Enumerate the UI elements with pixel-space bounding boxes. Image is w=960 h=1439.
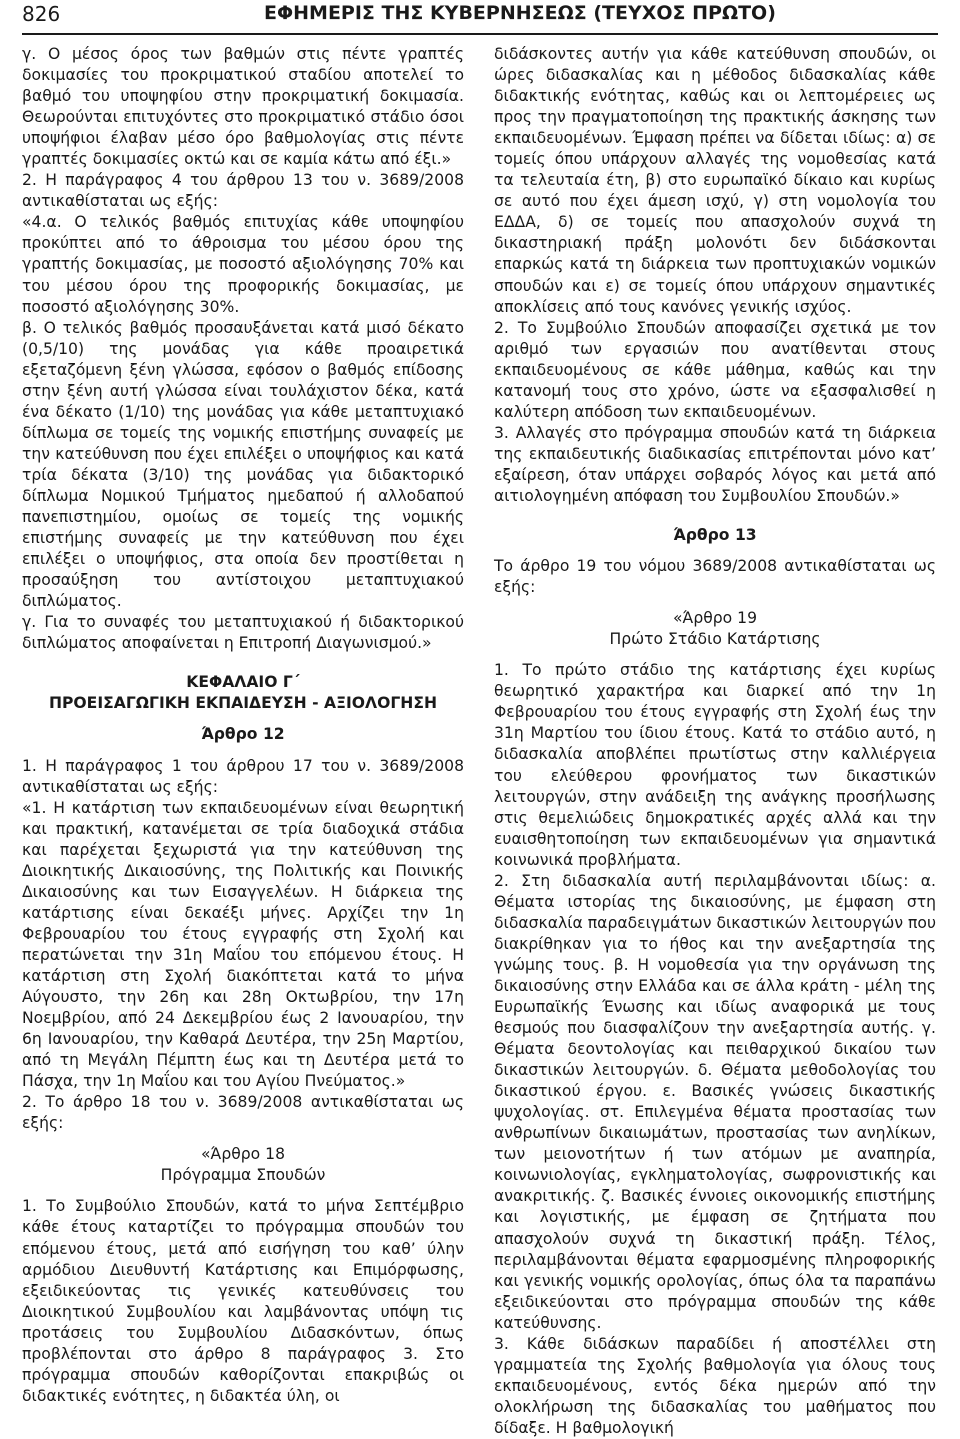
quoted-article-subtitle: Πρώτο Στάδιο Κατάρτισης — [609, 630, 821, 649]
paragraph: 1. Το Συμβούλιο Σπουδών, κατά το μήνα Σεπτέμβριο κάθε έτους καταρτίζει το πρόγραμμα σπουδών του επόμενου έτους, μετά από εισήγηση του καθ’ ύλην αρμόδιου Διευθυντή Κατάρτισης και Επιμόρφωσης, εξειδικεύοντας τις γενικές κατευθύνσεις του Διοικητικού Συμβουλίου και λαμβάνοντας υπόψη τις προτάσεις του Συμβουλίου Διδασκόντων, όπως προβλέπονται στο άρθρο 8 παράγραφος 3. Στο πρόγραμμα σπουδών καθορίζονται επακριβώς οι διδακτικές ενότητες, η διδακτέα ύλη, οι — [22, 1197, 464, 1405]
paragraph: 3. Κάθε διδάσκων παραδίδει ή αποστέλλει στη γραμματεία της Σχολής βαθμολογία για όλους τους εκπαιδευομένους, εντός δέκα ημερών από την ολοκλήρωση της διδασκαλίας του μαθήματος που δίδαξε. Η βαθμολογική — [494, 1334, 936, 1437]
paragraph: β. Ο τελικός βαθμός προσαυξάνεται κατά μισό δέκατο (0,5/10) της μονάδας για κάθε προαιρετικά εξεταζόμενη ξένη γλώσσα, εφόσον ο βαθμός επίδοσης στην ξένη αυτή γλώσσα είναι τουλάχιστον δέκα, κατά ένα δέκατο (1/10) της μονάδας για κάθε μεταπτυχιακό δίπλωμα σε τομείς της νομικής επιστήμης συναφείς με την κατεύθυνση που έχει επιλέξει ο υποψήφιος και κατά τρία δέκατα (3/10) της μονάδας για διδακτορικό δίπλωμα Νομικού Τμήματος ημεδαπού ή αλλοδαπού πανεπιστημίου, ομοίως σε τομείς της νομικής επιστήμης συναφείς με την κατεύθυνση που έχει επιλέξει ο υποψήφιος, στα οποία δεν προστίθεται η προσαύξηση του αντίστοιχου μεταπτυχιακού διπλώματος. — [22, 318, 464, 611]
paragraph: γ. Ο μέσος όρος των βαθμών στις πέντε γραπτές δοκιμασίες του προκριματικού σταδίου αποτελεί το βαθμό του υποψηφίου στην προκριματική δοκιμασία. Θεωρούνται επιτυχόντες στο προκριματικό στάδιο όσοι υποψήφιοι έλαβαν μέσο όρο βαθμολογίας στις πέντε γραπτές δοκιμασίες οκτώ και σε καμία κάτω από έξι.» — [22, 45, 464, 169]
paragraph: 2. Το Συμβούλιο Σπουδών αποφασίζει σχετικά με τον αριθμό των εργασιών που ανατίθενται στους εκπαιδευομένους σε κάθε μάθημα, καθώς και την κατανομή τους στο χρόνο, ώστε να εξασφαλισθεί η καλύτερη απόδοση των εκπαιδευομένων. — [494, 318, 936, 421]
journal-title: ΕΦΗΜΕΡΙΣ ΤΗΣ ΚΥΒΕΡΝΗΣΕΩΣ (ΤΕΥΧΟΣ ΠΡΩΤΟ) — [264, 2, 776, 24]
paragraph: γ. Για το συναφές του μεταπτυχιακού ή διδακτορικού διπλώματος αποφαίνεται η Επιτροπή Διαγωνισμού.» — [22, 613, 464, 653]
paragraph: «4.α. Ο τελικός βαθμός επιτυχίας κάθε υποψηφίου προκύπτει από το άθροισμα του μέσου όρου της γραπτής δοκιμασίας, με ποσοστό αξιολόγησης 70% και του μέσου όρου της προφορικής δοκιμασίας, με ποσοστό αξιολόγησης 30%. — [22, 213, 464, 316]
quoted-article-heading: «Άρθρο 19 — [672, 609, 757, 628]
paragraph: Το άρθρο 19 του νόμου 3689/2008 αντικαθίσταται ως εξής: — [494, 557, 936, 597]
paragraph: «1. Η κατάρτιση των εκπαιδευομένων είναι θεωρητική και πρακτική, κατανέμεται σε τρία διαδοχικά στάδια και παρέχεται ξεχωριστά για την κατεύθυνση της Διοικητικής Δικαιοσύνης, της Πολιτικής και Ποινικής Δικαιοσύνης και των Εισαγγελέων. Η διάρκεια της κατάρτισης είναι δεκαέξι μήνες. Αρχίζει την 1η Φεβρουαρίου του έτους εγγραφής στη Σχολή και περατώνεται την 31η Μαΐου του επόμενου έτους. Η κατάρτιση στη Σχολή διακόπτεται κατά το μήνα Αύγουστο, την 26η και 28η Οκτωβρίου, την 17η Νοεμβρίου, από 24 Δεκεμβρίου έως 2 Ιανουαρίου, την 6η Ιανουαρίου, την Καθαρά Δευτέρα, την 25η Μαρτίου, από τη Μεγάλη Πέμπτη έως και τη Δευτέρα μετά το Πάσχα, την 1η Μαΐου και του Αγίου Πνεύματος.» — [22, 798, 464, 1091]
left-column — [22, 44, 464, 1407]
page-number: 826 — [22, 2, 61, 26]
page-header — [22, 2, 938, 26]
article-heading: Άρθρο 13 — [673, 526, 757, 545]
paragraph: 3. Αλλαγές στο πρόγραμμα σπουδών κατά τη διάρκεια της εκπαιδευτικής διαδικασίας επιτρέπονται μόνο κατ’ εξαίρεση, όταν υπάρχει σοβαρός λόγος και μετά από αιτιολογημένη απόφαση του Συμβουλίου Σπουδών.» — [494, 423, 936, 505]
chapter-title: ΠΡΟΕΙΣΑΓΩΓΙΚΗ ΕΚΠΑΙΔΕΥΣΗ - ΑΞΙΟΛΟΓΗΣΗ — [48, 694, 438, 713]
paragraph: 1. Το πρώτο στάδιο της κατάρτισης έχει κυρίως θεωρητικό χαρακτήρα και διαρκεί από την 1η Φεβρουαρίου του έτους εγγραφής στη Σχολή έως την 31η Μαρτίου του ίδιου έτους. Κατά το στάδιο αυτό, η διδασκαλία αποβλέπει πρωτίστως στην καλλιέργεια του ελεύθερου φρονήματος των δικαστικών λειτουργών, στην ανάδειξη της ανάγκης προσήλωσης στις θεμελιώδεις δημοκρατικές αρχές αλλά και την ευαισθητοποίηση των εκπαιδευομένων για σημαντικά κοινωνικά προβλήματα. — [494, 661, 936, 869]
paragraph: 2. Το άρθρο 18 του ν. 3689/2008 αντικαθίσταται ως εξής: — [22, 1093, 464, 1133]
paragraph: διδάσκοντες αυτήν για κάθε κατεύθυνση σπουδών, οι ώρες διδασκαλίας και η μέθοδος διδασκαλίας κάθε διδακτικής ενότητας, καθώς και οι λεπτομέρειες ως προς την πραγματοποίηση της πρακτικής άσκησης των εκπαιδευομένων. Έμφαση πρέπει να δίδεται ιδίως: α) σε τομείς όπου υπάρχουν αλλαγές της νομοθεσίας κατά τα τελευταία έτη, β) στο ευρωπαϊκό δίκαιο και κυρίως σε αυτό που έχει άμεση ισχύ, γ) στη νομολογία του ΕΔΔΑ, δ) σε τομείς που απασχολούν συχνά τη δικαστηριακή πράξη μολονότι δεν διδάσκονται επαρκώς κατά τη διάρκεια των προπτυχιακών νομικών σπουδών και ε) σε τομείς όπου υπάρχουν σημαντικές αποκλίσεις από τους κανόνες γενικής ισχύος. — [494, 45, 936, 316]
paragraph: 2. Η παράγραφος 4 του άρθρου 13 του ν. 3689/2008 αντικαθίσταται ως εξής: — [22, 171, 464, 211]
quoted-article-heading: «Άρθρο 18 — [200, 1145, 285, 1164]
paragraph: 2. Στη διδασκαλία αυτή περιλαμβάνονται ιδίως: α. Θέματα ιστορίας της δικαιοσύνης, με έμφαση στη διδασκαλία παραδειγμάτων δικαστικών λειτουργών που διακρίθηκαν για το ήθος και την ανεξαρτησία της γνώμης τους. β. Η νομοθεσία για την οργάνωση της δικαιοσύνης στην Ελλάδα και σε άλλα κράτη - μέλη της Ευρωπαϊκής Ένωσης και ιδίως αναφορικά με τους θεσμούς που διασφαλίζουν την ανεξαρτησία αυτής. γ. Θέματα δεοντολογίας και πειθαρχικού δικαίου των δικαστικών λειτουργών. δ. Θέματα μεθοδολογίας του δικαστικού έργου. ε. Βασικές γνώσεις δικαστικής ψυχολογίας. στ. Επιλεγμένα θέματα προστασίας των ανθρωπίνων δικαιωμάτων, προστασίας των ανηλίκων, των μειονοτήτων ή των ατόμων με αναπηρία, κοινωνιολογίας, εγκληματολογίας, σωφρονιστικής και ανακριτικής. ζ. Βασικές έννοιες οικονομικής επιστήμης και λογιστικής, με έμφαση σε ζητήματα που απασχολούν συχνά τη δικαστική πράξη. Τέλος, περιλαμβάνονται θέματα εφαρμοσμένης πληροφορικής και γενικής νομικής ορολογίας, όπως όλα τα παραπάνω εξειδικεύονται στο πρόγραμμα σπουδών της κάθε κατεύθυνσης. — [494, 871, 936, 1332]
chapter-heading: ΚΕΦΑΛΑΙΟ Γ΄ — [186, 673, 300, 692]
quoted-article-subtitle: Πρόγραμμα Σπουδών — [160, 1166, 326, 1185]
article-heading: Άρθρο 12 — [201, 725, 285, 744]
header-divider — [22, 33, 938, 35]
paragraph: 1. Η παράγραφος 1 του άρθρου 17 του ν. 3689/2008 αντικαθίσταται ως εξής: — [22, 756, 464, 796]
right-column — [494, 44, 936, 1439]
